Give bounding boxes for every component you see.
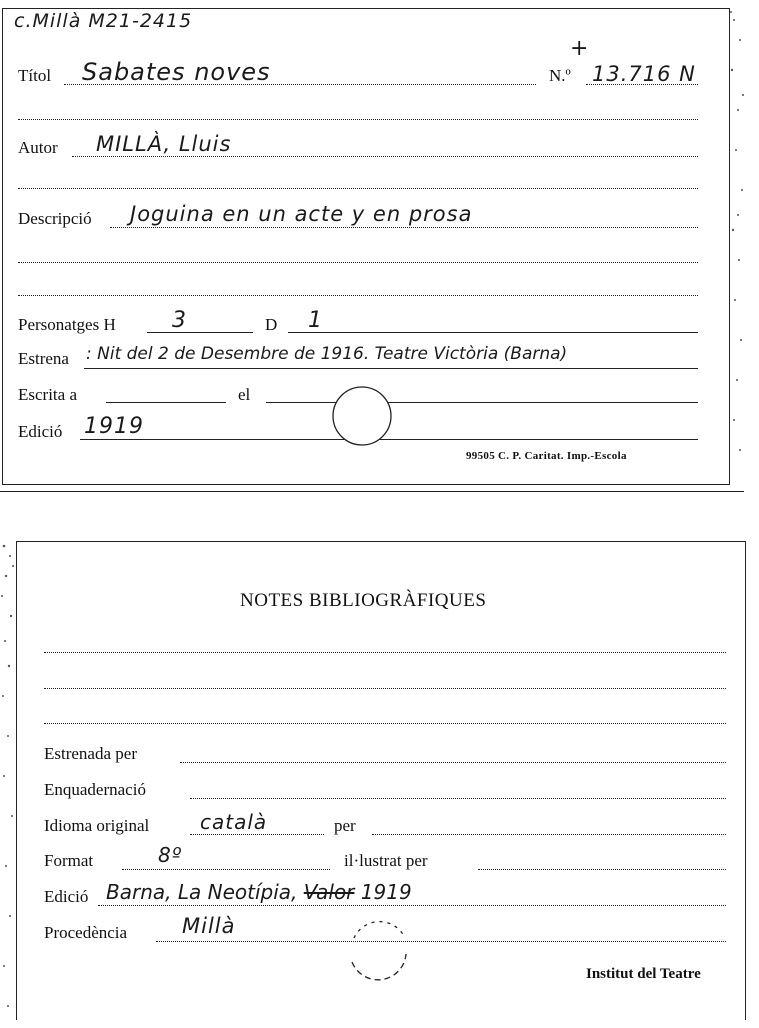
- blank-line-3: [18, 262, 698, 263]
- format-line: [122, 869, 330, 870]
- scan-edge-noise-right: [728, 0, 759, 500]
- edicio2-value: [106, 880, 412, 904]
- notes-heading: NOTES BIBLIOGRÀFIQUES: [240, 590, 487, 611]
- blank-line-4: [18, 295, 698, 296]
- blank-line-1: [18, 119, 698, 120]
- personatges-d-value: 1: [308, 308, 323, 333]
- corner-call-number: c.Millà M21-2415: [14, 10, 193, 32]
- personatges-h-line: [147, 332, 253, 333]
- estrena-line: [84, 368, 698, 369]
- notes-line-2: [44, 688, 726, 689]
- procedencia-value: Millà: [182, 914, 236, 938]
- el-label: el: [238, 385, 251, 404]
- edicio-value: 1919: [84, 414, 144, 439]
- escrita-line: [106, 402, 226, 403]
- autor-label: Autor: [18, 138, 58, 157]
- format-label: Format: [44, 851, 94, 870]
- enquadernacio-label: Enquadernació: [44, 780, 146, 799]
- enquadernacio-line: [190, 798, 726, 799]
- idioma-line: [190, 834, 324, 835]
- estrena-label: Estrena: [18, 349, 69, 368]
- printer-imprint: 99505 C. P. Caritat. Imp.-Escola: [466, 450, 627, 462]
- personatges-h-value: 3: [172, 308, 187, 333]
- num-label: N.º: [549, 66, 571, 85]
- idioma-value: català: [200, 810, 268, 834]
- personatges-d-label: D: [265, 315, 278, 334]
- scan-edge-noise-left: [0, 536, 16, 1026]
- edicio2-value-publisher: Barna, La Neotípia,: [106, 880, 298, 904]
- punch-hole-card-back: [344, 914, 414, 984]
- notes-line-1: [44, 652, 726, 653]
- procedencia-label: Procedència: [44, 923, 128, 942]
- titol-value: Sabates noves: [82, 58, 271, 86]
- notes-line-3: [44, 723, 726, 724]
- escrita-label: Escrita a: [18, 385, 77, 404]
- blank-line-2: [18, 188, 698, 189]
- descripcio-value: Joguina en un acte y en prosa: [130, 202, 473, 226]
- personatges-d-line: [288, 332, 698, 333]
- edicio2-value-struck: Valor: [303, 880, 355, 904]
- num-value: 13.716 N: [592, 62, 696, 86]
- edicio2-value-year: 1919: [360, 880, 412, 904]
- estrenada-label: Estrenada per: [44, 744, 137, 763]
- edicio2-label: Edició: [44, 887, 89, 906]
- descripcio-label: Descripció: [18, 209, 92, 228]
- card-front-bottom-edge: [0, 491, 744, 492]
- illustrat-label: il·lustrat per: [344, 851, 428, 870]
- autor-line: [72, 156, 698, 157]
- institution-footer: Institut del Teatre: [586, 966, 701, 982]
- estrenada-line: [180, 762, 726, 763]
- idioma-per-line: [372, 834, 726, 835]
- idioma-label: Idioma original: [44, 816, 150, 835]
- idioma-per-label: per: [334, 816, 356, 835]
- autor-value: MILLÀ, Lluis: [96, 132, 232, 156]
- format-value: 8º: [158, 843, 183, 867]
- edicio2-line: [98, 905, 726, 906]
- estrena-value: : Nit del 2 de Desembre de 1916. Teatre Victòria (Barna): [86, 344, 568, 364]
- punch-hole-card-front: [330, 384, 394, 448]
- procedencia-line: [156, 941, 726, 942]
- edicio-label: Edició: [18, 422, 63, 441]
- personatges-label: Personatges H: [18, 315, 116, 334]
- descripcio-line: [110, 227, 698, 228]
- titol-label: Títol: [18, 66, 52, 85]
- illustrat-line: [478, 869, 726, 870]
- num-plus-mark: +: [570, 36, 590, 61]
